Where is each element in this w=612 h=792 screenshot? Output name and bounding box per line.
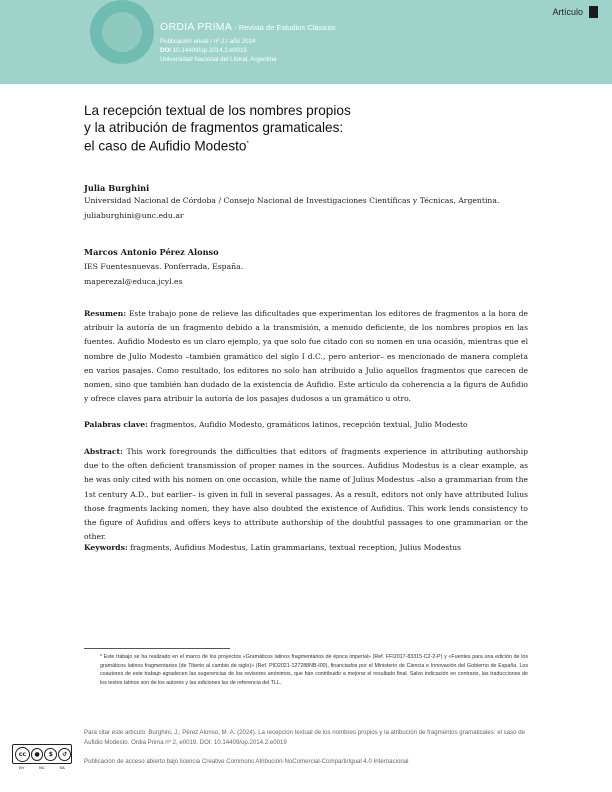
article-type-label — [552, 6, 598, 18]
creative-commons-badge[interactable] — [12, 744, 72, 764]
cc-nc-icon: $ — [44, 748, 57, 761]
author-2-email[interactable]: maperezal@educa.jcyl.es — [84, 277, 183, 286]
citation-label: Para citar este artículo: — [84, 729, 147, 736]
keywords-text: fragments, Aufidius Modestus, Latin grammarians, textual reception, Julius Modestus — [127, 543, 462, 552]
journal-logo-inner — [102, 12, 142, 52]
journal-issue: Publicación anual / nº 2 / año 2024 — [160, 38, 256, 45]
cc-badge-labels — [12, 765, 72, 770]
author-2-name: Marcos Antonio Pérez Alonso — [84, 247, 219, 257]
author-2-affiliation: IES Fuentesnuevas. Ponferrada, España. — [84, 262, 244, 271]
title-line-2: y la atribución de fragmentos gramaticales: — [84, 120, 344, 135]
footnote-divider — [84, 648, 230, 649]
author-1-name: Julia Burghini — [84, 183, 150, 193]
title-line-3 — [84, 136, 524, 155]
abstract-text: This work foregrounds the difficulties that editors of fragments experience in attributing authorship due to the often deficient transmission of proper names in the sources. Aufidius Modestus is a clear example, as he was only cited with his nomen on one occasion, while the name of Julius Modestus –also a grammarian from the 1st century A.D., but earlier– is given in full in several passages. As a result, editors not only have attributed Iulius those fragments lacking nomen, they have also doubted the existence of Aufidius. This work lends consistency to the figure of Aufidius and offers keys to attribute authorship of the doubtful passages to one grammarian or the other. — [84, 447, 528, 542]
title-line-1: La recepción textual de los nombres propios — [84, 103, 351, 118]
doi-value[interactable]: 10.14409/op.2014.2.e0019 — [171, 47, 247, 54]
cc-logo-icon: cc — [15, 747, 30, 762]
journal-title — [160, 21, 336, 33]
cc-label-by: BY — [19, 765, 25, 770]
license-text[interactable]: Publicación de acceso abierto bajo licencia Creative Commons Atribución-NoComercial-CompartirIgual 4.0 Internacional — [84, 758, 409, 765]
palabras-clave — [84, 420, 468, 429]
resumen-paragraph — [84, 307, 528, 406]
journal-name: ORDIA PRIMA — [160, 21, 233, 33]
resumen-label: Resumen: — [84, 309, 127, 318]
palabras-clave-text: fragmentos, Aufidio Modesto, gramáticos latinos, recepción textual, Julio Modesto — [147, 420, 468, 429]
journal-subtitle: - Revista de Estudios Clásicos — [232, 23, 336, 32]
article-type-marker — [589, 6, 598, 18]
title-line-3-text: el caso de Aufidio Modesto — [84, 138, 247, 154]
acknowledgement-footnote: * Este trabajo se ha realizado en el marco de los proyectos «Gramáticos latinos fragmentarios de época imperial» (Ref. FFI2017-83315-C2-2-P) y «Fuentes para una edición de los gramáticos latinos fragmentarios (de Tiberio al cambio de siglo)» (Ref. PID2021-127288NB-I00), financiados por el Ministerio de Ciencia e Innovación del Gobierno de España. Los coautores de este trabajo agradecen las sugerencias de los revisores anónimos, que han contribuido a mejorar el resultado final. Salvo indicación en contrario, las traducciones de los textos latinos son de los autores y las ediciones las de referencia del TLL. — [100, 654, 528, 686]
cc-label-nc: NC — [39, 765, 45, 770]
article-type-text: Artículo — [552, 7, 583, 17]
keywords — [84, 543, 461, 552]
abstract-label: Abstract: — [84, 447, 123, 456]
abstract-paragraph — [84, 445, 528, 544]
cc-sa-icon: ↺ — [58, 748, 71, 761]
palabras-clave-label: Palabras clave: — [84, 420, 148, 429]
author-1-email[interactable]: juliaburghini@unc.edu.ar — [84, 211, 184, 220]
citation-note — [84, 728, 528, 747]
title-footnote-mark[interactable]: * — [246, 141, 249, 147]
cc-by-icon: ● — [31, 748, 44, 761]
resumen-text: Este trabajo pone de relieve las dificultades que experimentan los editores de fragmentos a la hora de atribuir la autoría de un fragmento debido a la transmisión, a menudo deficiente, de los nombres propios en las fuentes. Aufidio Modesto es un claro ejemplo, ya que solo fue citado con su nomen en una ocasión, mientras que el nombre de Julio Modesto –también gramático del siglo I d.C., pero anterior– es mencionado de manera completa en varios pasajes. Como resultado, los editores no solo han atribuido a Julio aquellos fragmentos que carecen de nomen, sino que también han dudado de la existencia de Aufidio. Este artículo da coherencia a la figura de Aufidio y ofrece claves para atribuir la autoría de los pasajes dudosos a un gramático u otro. — [84, 309, 528, 404]
article-title — [84, 102, 524, 155]
cc-label-sa: SA — [59, 765, 65, 770]
author-1-affiliation: Universidad Nacional de Córdoba / Consejo Nacional de Investigaciones Científicas y Técnicas, Argentina. — [84, 196, 500, 205]
doi-label: DOI — [160, 47, 172, 54]
citation-text: Burghini, J.; Pérez Alonso, M. A. (2024). La recepción textual de los nombres propios y la atribución de fragmentos gramaticales: el caso de Aufidio Modesto. Ordia Prima nº 2, e0019. DOI: 10.14409/op.2014.2.e0019 — [84, 729, 526, 746]
journal-institution: Universidad Nacional del Litoral, Argentina — [160, 56, 277, 63]
keywords-label: Keywords: — [84, 543, 128, 552]
journal-doi — [160, 47, 247, 54]
